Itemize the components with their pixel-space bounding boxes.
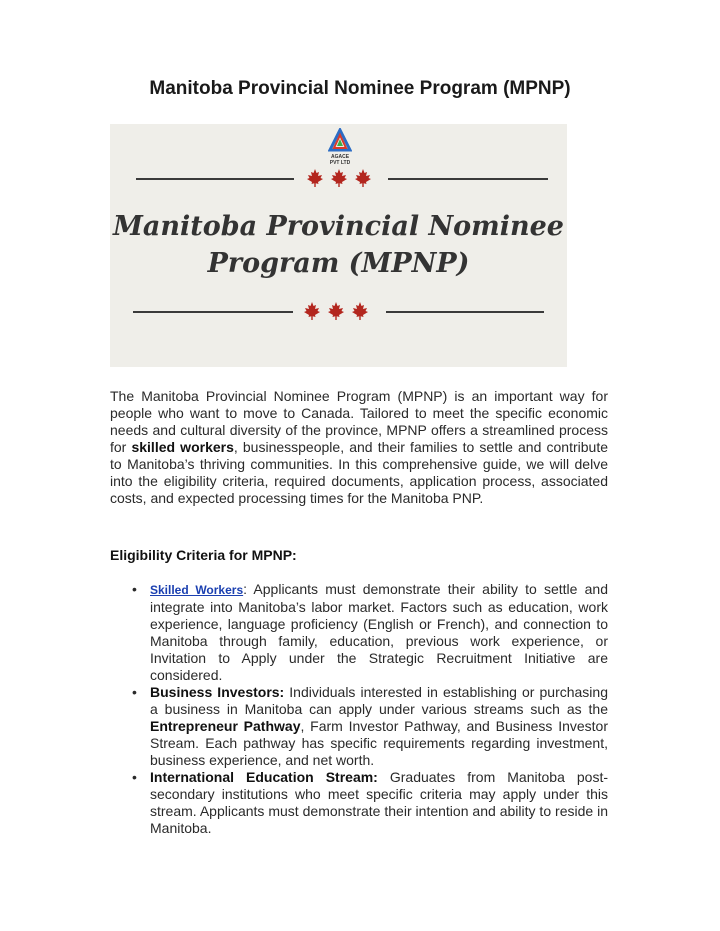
list-item-label: Business Investors: — [150, 684, 285, 700]
list-item-label: International Education Stream: — [150, 769, 378, 785]
list-item: • Business Investors: Individuals interested in establishing or purchasing a business in Manitoba can apply under various streams such as the Entrepreneur Pathway, Farm Investor Pathway, and Business Investor Stream. Each pathway has specific requirements regarding investment, business experience, and net worth. — [132, 684, 608, 768]
maple-leaf-icon — [305, 168, 325, 188]
logo-text: AGACE PVT LTD — [329, 154, 351, 166]
divider-top-left — [136, 178, 294, 180]
list-item: • International Education Stream: Graduates from Manitoba post-secondary institutions who meet specific criteria may apply under this stream. Applicants must demonstrate their intention and ability to reside in Manitoba. — [132, 769, 608, 836]
maple-leaf-icon — [302, 301, 322, 321]
section-heading: Eligibility Criteria for MPNP: — [110, 547, 297, 563]
company-logo-icon — [328, 128, 352, 154]
list-item: • Skilled Workers: Applicants must demonstrate their ability to settle and integrate into Manitoba’s labor market. Factors such as education, work experience, language proficiency (English or French), and connection to Manitoba through family, education, previous work experience, or Invitation to Apply under the Strategic Recruitment Initiative are considered. — [132, 581, 608, 683]
page-title: Manitoba Provincial Nominee Program (MPNP) — [149, 78, 571, 99]
criteria-list — [132, 581, 608, 837]
divider-top-right — [388, 178, 548, 180]
skilled-workers-link[interactable]: Skilled Workers — [150, 583, 244, 597]
bullet: • — [132, 581, 137, 597]
intro-paragraph: The Manitoba Provincial Nominee Program (MPNP) is an important way for people who want to move to Canada. Tailored to meet the specific economic needs and cultural diversity of the province, MPNP offers a streamlined process for skilled workers, businesspeople, and their families to settle and contribute to Manitoba’s thriving communities. In this comprehensive guide, we will delve into the eligibility criteria, required documents, application process, associated costs, and expected processing times for the Manitoba PNP. — [110, 388, 608, 506]
maple-leaf-icon — [353, 168, 373, 188]
bullet: • — [132, 684, 137, 700]
maple-leaf-icon — [350, 301, 370, 321]
bullet: • — [132, 769, 137, 785]
maple-leaf-icon — [326, 301, 346, 321]
divider-bottom-left — [133, 311, 293, 313]
banner-title: Manitoba Provincial Nominee Program (MPNP) — [113, 211, 564, 279]
maple-leaves-top — [305, 168, 373, 188]
maple-leaf-icon — [329, 168, 349, 188]
divider-bottom-right — [386, 311, 544, 313]
entrepreneur-pathway-bold: Entrepreneur Pathway — [150, 718, 301, 734]
maple-leaves-bottom — [302, 301, 370, 321]
skilled-workers-bold: skilled workers — [131, 439, 234, 455]
banner-image — [110, 124, 567, 367]
